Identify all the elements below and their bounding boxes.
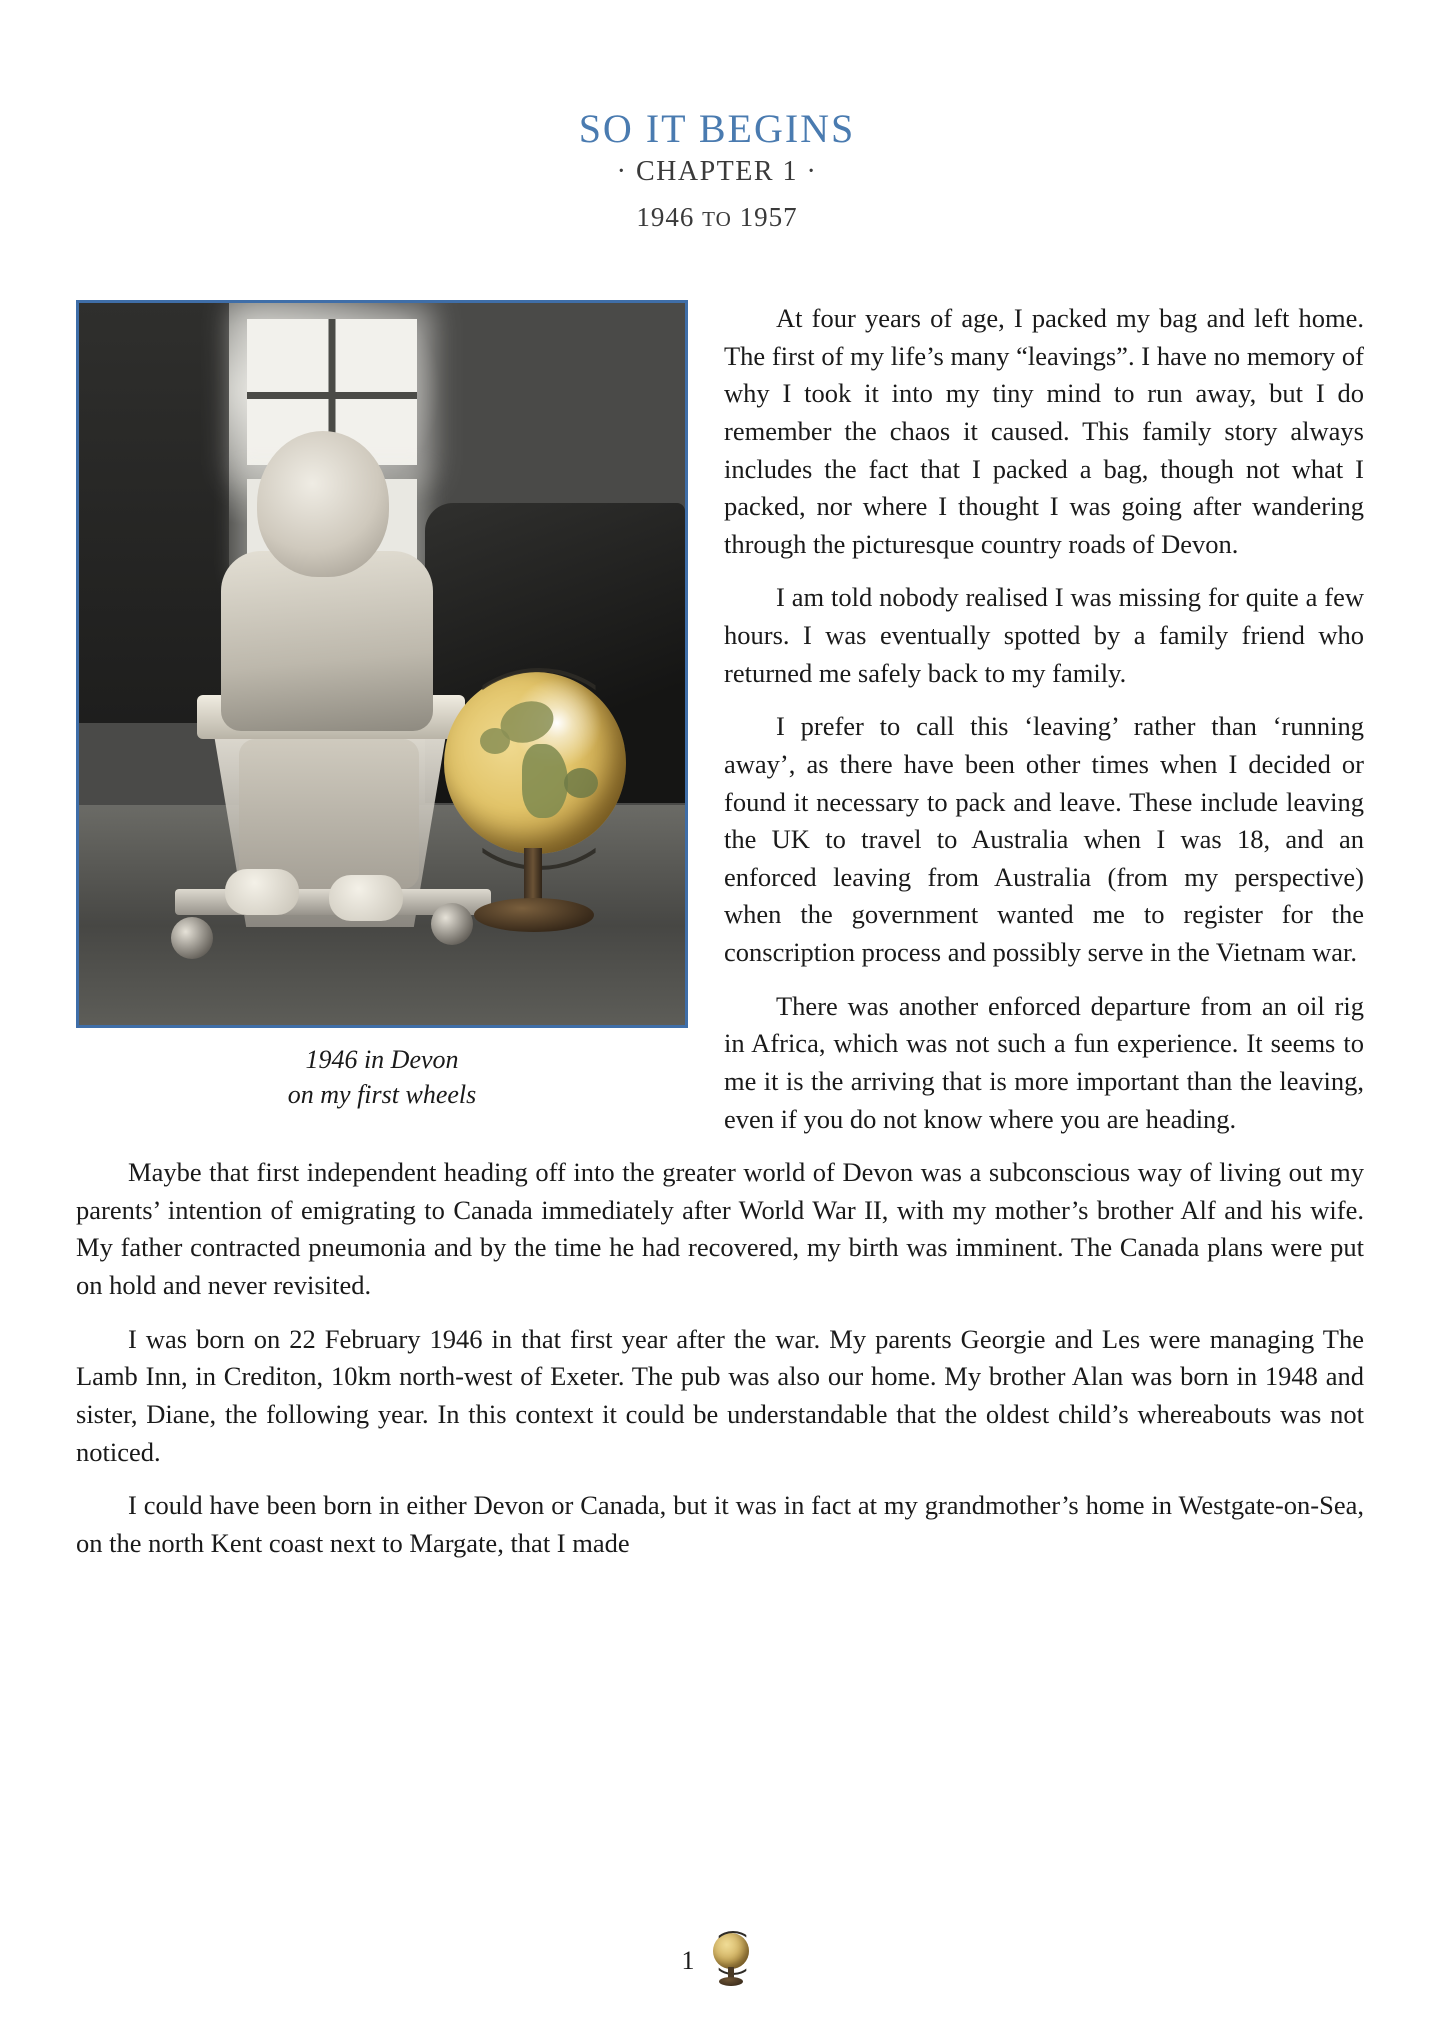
caption-line-1: 1946 in Devon: [305, 1045, 459, 1074]
globe-icon: [709, 1933, 753, 1989]
baby-shoe-right: [329, 875, 403, 921]
caption-line-2: on my first wheels: [287, 1080, 477, 1110]
chapter-years: [0, 202, 1434, 233]
figure-block: [76, 300, 696, 1112]
walker-wheel-left: [171, 917, 213, 959]
paragraph: I could have been born in either Devon or Canada, but it was in fact at my grandmother’s home in Westgate-on-Sea, on the north Kent coast next to Margate, that I made: [76, 1490, 1364, 1558]
photo-scene: [79, 303, 685, 1025]
globe-base: [719, 1977, 743, 1986]
years-to: TO: [702, 207, 732, 231]
paragraph: There was another enforced departure from an oil rig in Africa, which was not such a fun experience. It seems to me it is the arriving that is more important than the leaving, even if you do not know where you are heading.: [724, 990, 1364, 1134]
baby-legs: [239, 739, 419, 889]
figure-caption: [76, 1042, 688, 1112]
paragraph: I prefer to call this ‘leaving’ rather than ‘running away’, as there have been other times when I decided or found it necessary to pack and leave. These include leaving the UK to travel to Australia when I was 18, and an enforced leaving from Australia (from my perspective) when the government wanted me to register for the conscription process and possibly serve in the Vietnam war.: [724, 711, 1364, 967]
page-title: SO IT BEGINS: [578, 106, 856, 151]
paragraph: At four years of age, I packed my bag and left home. The first of my life’s many “leavings”. I have no memory of why I took it into my tiny mind to run away, but I do remember the chaos it caused. This family story always includes the fact that I packed a bag, though not what I packed, nor where I thought I was going after wandering through the picturesque country roads of Devon.: [724, 303, 1364, 559]
baby-head: [257, 431, 389, 577]
baby-shoe-left: [225, 869, 299, 915]
chapter-number: · CHAPTER 1 ·: [616, 156, 818, 187]
paragraph: Maybe that first independent heading off into the greater world of Devon was a subconscious way of living out my parents’ intention of emigrating to Canada immediately after World War II, with my mother’s brother Alf and his wife. My father contracted pneumonia and by the time he had recovered, my birth was imminent. The Canada plans were put on hold and never revisited.: [76, 1157, 1364, 1300]
photograph: [76, 300, 688, 1028]
page-number: 1: [681, 1946, 695, 1975]
chapter-header: [0, 108, 1434, 233]
walker-wheel-right: [431, 903, 473, 945]
photo-sofa: [425, 503, 685, 803]
page-footer: [0, 1933, 1434, 1989]
photo-wall: [79, 303, 229, 723]
paragraph: I am told nobody realised I was missing for quite a few hours. I was eventually spotted by a family friend who returned me safely back to my family.: [724, 582, 1364, 688]
years-suffix: 1957: [731, 202, 798, 232]
body-content: [76, 300, 1364, 1578]
paragraph: I was born on 22 February 1946 in that first year after the war. My parents Georgie and Les were managing The Lamb Inn, in Crediton, 10km north-west of Exeter. The pub was also our home. My brother Alan was born in 1948 and sister, Diane, the following year. In this context it could be understandable that the oldest child’s whereabouts was not noticed.: [76, 1323, 1364, 1467]
baby-body: [221, 551, 433, 731]
years-prefix: 1946: [636, 202, 703, 232]
